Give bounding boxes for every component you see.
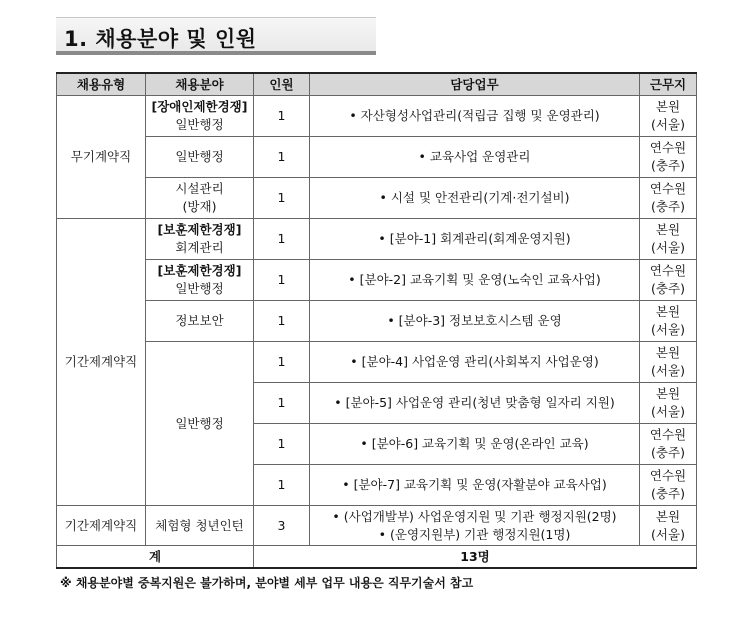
table-row: [57, 96, 697, 137]
field-restriction: [보훈제한경쟁]: [157, 263, 242, 278]
table-row: [57, 219, 697, 260]
section-title-box: [56, 17, 376, 55]
recruitment-table: [56, 72, 697, 569]
field-name: 일반행정: [175, 117, 224, 132]
location-cell: [640, 342, 697, 383]
count-cell: 1: [254, 96, 310, 137]
field-name: 일반행정: [175, 281, 224, 296]
location-name: 연수원: [649, 427, 687, 442]
duty-cell: • [분야-2] 교육기획 및 운영(노숙인 교육사업): [310, 260, 640, 301]
location-city: (충주): [651, 486, 685, 501]
location-city: (서울): [651, 117, 685, 132]
footnote: ※ 채용분야별 중복지원은 불가하며, 분야별 세부 업무 내용은 직무기술서 참고: [60, 576, 474, 590]
location-cell: [640, 178, 697, 219]
table-row: [57, 260, 697, 301]
location-name: 본원: [655, 304, 681, 319]
count-cell: 1: [254, 424, 310, 465]
location-city: (충주): [651, 158, 685, 173]
location-cell: [640, 465, 697, 506]
location-city: (서울): [651, 363, 685, 378]
location-name: 본원: [655, 386, 681, 401]
location-name: 본원: [655, 508, 681, 524]
count-cell: 1: [254, 301, 310, 342]
location-cell: [640, 260, 697, 301]
location-cell: [640, 219, 697, 260]
duty-cell: • [분야-4] 사업운영 관리(사회복지 사업운영): [310, 342, 640, 383]
field-cell: 정보보안: [146, 301, 254, 342]
count-cell: 1: [254, 137, 310, 178]
header-type: 채용유형: [57, 73, 146, 96]
location-city: (충주): [651, 281, 685, 296]
field-cell: 체험형 청년인턴: [146, 506, 254, 546]
type-cell: 무기계약직: [57, 96, 146, 219]
table-row: [57, 506, 697, 546]
location-city: (서울): [651, 526, 685, 542]
duty-cell: • 자산형성사업관리(적립금 집행 및 운영관리): [310, 96, 640, 137]
total-value: 13명: [254, 546, 697, 569]
type-cell: 기간제계약직: [57, 219, 146, 506]
field-cell: [146, 219, 254, 260]
location-name: 본원: [655, 345, 681, 360]
count-cell: 1: [254, 219, 310, 260]
duty-cell: • 교육사업 운영관리: [310, 137, 640, 178]
location-cell: [640, 506, 697, 546]
location-city: (서울): [651, 240, 685, 255]
field-cell: 일반행정: [146, 342, 254, 506]
duty-cell: [310, 506, 640, 546]
duty-cell: • 시설 및 안전관리(기계·전기설비): [310, 178, 640, 219]
location-name: 본원: [655, 222, 681, 237]
location-cell: [640, 137, 697, 178]
duty-cell: • [분야-5] 사업운영 관리(청년 맞춤형 일자리 지원): [310, 383, 640, 424]
location-name: 연수원: [649, 140, 687, 155]
count-cell: 1: [254, 178, 310, 219]
field-name: 시설관리: [175, 181, 224, 196]
field-detail: (방재): [182, 199, 217, 214]
location-cell: [640, 96, 697, 137]
header-location: 근무지: [640, 73, 697, 96]
table-row: [57, 137, 697, 178]
table-row: [57, 178, 697, 219]
count-cell: 1: [254, 465, 310, 506]
duty-cell: • [분야-1] 회계관리(회계운영지원): [310, 219, 640, 260]
location-city: (충주): [651, 445, 685, 460]
duty-line: • (사업개발부) 사업운영지원 및 기관 행정지원(2명): [332, 508, 617, 524]
field-restriction: [장애인제한경쟁]: [151, 99, 248, 114]
section-title: 1. 채용분야 및 인원: [64, 27, 257, 51]
duty-cell: • [분야-7] 교육기획 및 운영(자활분야 교육사업): [310, 465, 640, 506]
location-name: 연수원: [649, 181, 687, 196]
table-row: [57, 342, 697, 383]
count-cell: 1: [254, 342, 310, 383]
location-cell: [640, 383, 697, 424]
header-field: 채용분야: [146, 73, 254, 96]
field-restriction: [보훈제한경쟁]: [157, 222, 242, 237]
table-row: [57, 301, 697, 342]
location-name: 연수원: [649, 468, 687, 483]
header-duty: 담당업무: [310, 73, 640, 96]
location-city: (서울): [651, 404, 685, 419]
duty-cell: • [분야-6] 교육기획 및 운영(온라인 교육): [310, 424, 640, 465]
location-cell: [640, 424, 697, 465]
count-cell: 1: [254, 383, 310, 424]
location-city: (충주): [651, 199, 685, 214]
field-cell: 일반행정: [146, 137, 254, 178]
location-cell: [640, 301, 697, 342]
location-name: 연수원: [649, 263, 687, 278]
field-cell: [146, 96, 254, 137]
duty-cell: • [분야-3] 정보보호시스템 운영: [310, 301, 640, 342]
duty-line: • (운영지원부) 기관 행정지원(1명): [378, 526, 571, 542]
location-city: (서울): [651, 322, 685, 337]
location-name: 본원: [655, 99, 681, 114]
field-cell: [146, 178, 254, 219]
total-label: 계: [57, 546, 254, 569]
total-row: [57, 546, 697, 569]
field-cell: [146, 260, 254, 301]
table-header-row: [57, 73, 697, 96]
count-cell: 3: [254, 506, 310, 546]
type-cell: 기간제계약직: [57, 506, 146, 546]
count-cell: 1: [254, 260, 310, 301]
header-count: 인원: [254, 73, 310, 96]
field-name: 회계관리: [175, 240, 224, 255]
